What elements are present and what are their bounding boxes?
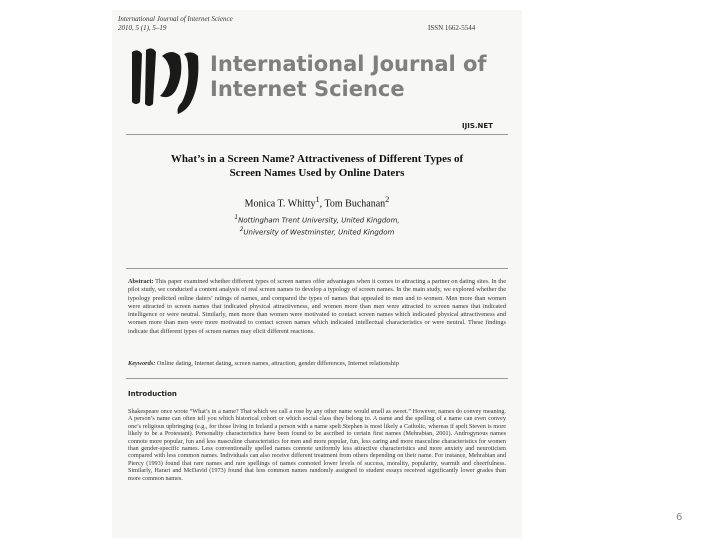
abstract-text: This paper examined whether different types of screen names offer advantages when it comes to attracting a partner on dating sites. In the pilot study, we conducted a content analysis of real screen names to develop a typology of screen names. In the main study, we explored whether the typology predicted online daters’ ratings of names, and compared the types of names that appealed to men and to women. Men more than women were attracted to screen names that indicated physical attractiveness, and women more than men were attracted to screen names that indicated intelligence or were neutral. Similarly, men more than women were motivated to contact screen names which indicated physical attractiveness and women more than men were more motivated to contact screen names which indicated intellectual characteristics or were neutral. These findings indicate that different types of screen names may elicit different reactions.: [128, 278, 506, 335]
affil-marker: 1: [234, 215, 239, 221]
introduction-text: Shakespeare once wrote “What’s in a name? That which we call a rose by any other name would smell as sweet.” However, names do convey meaning. A person’s name can often tell you which historical cohort or which social class they belong to. A name and the spelling of a name can even convey one’s religious upbringing (e.g., for those living in Ireland a person with a name spelt Stephen is most likely a Catholic, whereas if spelt Steven is more likely to be a Protestant). Personality characteristics have been found to be ascribed to certain first names (Mehrabian, 2001). Androgynous names connote more popular, fun and less masculine characteristics for men and more popular, fun, less caring and more masculine characteristics for women than gender-specific names. Less conventionally spelled names connote uniformly less attractive characteristics and more anxiety and neuroticism compared with less common names. Individuals can also receive different treatment from others depending on their name. For instance, Mehrabian and Piercy (1993) found that rare names and rare spellings of names connoted lower levels of success, morality, popularity, warmth and cheerfulness. Similarly, Harari and McDavid (1973) found that less common names randomly assigned to student essays received significantly lower grades than more common names.: [128, 408, 506, 482]
affiliation-text: Nottingham Trent University, United Kingdom,: [238, 216, 400, 225]
journal-name: International Journal of Internet Science: [118, 15, 233, 23]
keywords-text: Online dating, Internet dating, screen names, attraction, gender differences, Internet relationship: [155, 360, 399, 367]
journal-issue: 2010, 5 (1), 5–19: [118, 24, 167, 32]
affil-marker: 2: [239, 227, 244, 234]
affiliation-text: University of Westminster, United Kingdom: [243, 228, 395, 237]
author-affil-marker: 2: [385, 195, 390, 204]
author-list: [126, 195, 508, 209]
keywords-label: Keywords:: [128, 360, 156, 367]
abstract-label: Abstract:: [128, 278, 154, 285]
author-separator: ,: [319, 198, 325, 210]
journal-title-line2: Internet Science: [210, 77, 405, 101]
journal-reference: [118, 15, 233, 33]
issn-label: ISSN 1662-5544: [428, 24, 476, 32]
abstract-bottom-divider: [126, 378, 508, 379]
paper-page: [112, 10, 522, 538]
affiliation-line: [126, 225, 508, 237]
section-heading: Introduction: [128, 390, 177, 398]
paper-title-line2: Screen Names Used by Online Daters: [229, 167, 405, 179]
site-label: IJIS.NET: [462, 122, 493, 130]
journal-title: [210, 52, 487, 102]
abstract-block: [128, 278, 506, 336]
affiliations: [126, 213, 508, 238]
paper-title-line1: What’s in a Screen Name? Attractiveness of Different Types of: [170, 153, 464, 165]
affiliation-line: [126, 213, 508, 225]
author-name: Monica T. Whitty: [244, 198, 316, 210]
ijis-logo-icon: [126, 44, 206, 120]
abstract-top-divider: [126, 268, 508, 269]
author-affil-marker: 1: [315, 195, 320, 204]
journal-title-line1: International Journal of: [210, 52, 487, 76]
paper-title: [126, 152, 508, 180]
slide-number: 6: [676, 512, 683, 523]
keywords-block: [128, 360, 506, 368]
header-divider: [126, 134, 508, 135]
author-name: Tom Buchanan: [324, 198, 386, 210]
